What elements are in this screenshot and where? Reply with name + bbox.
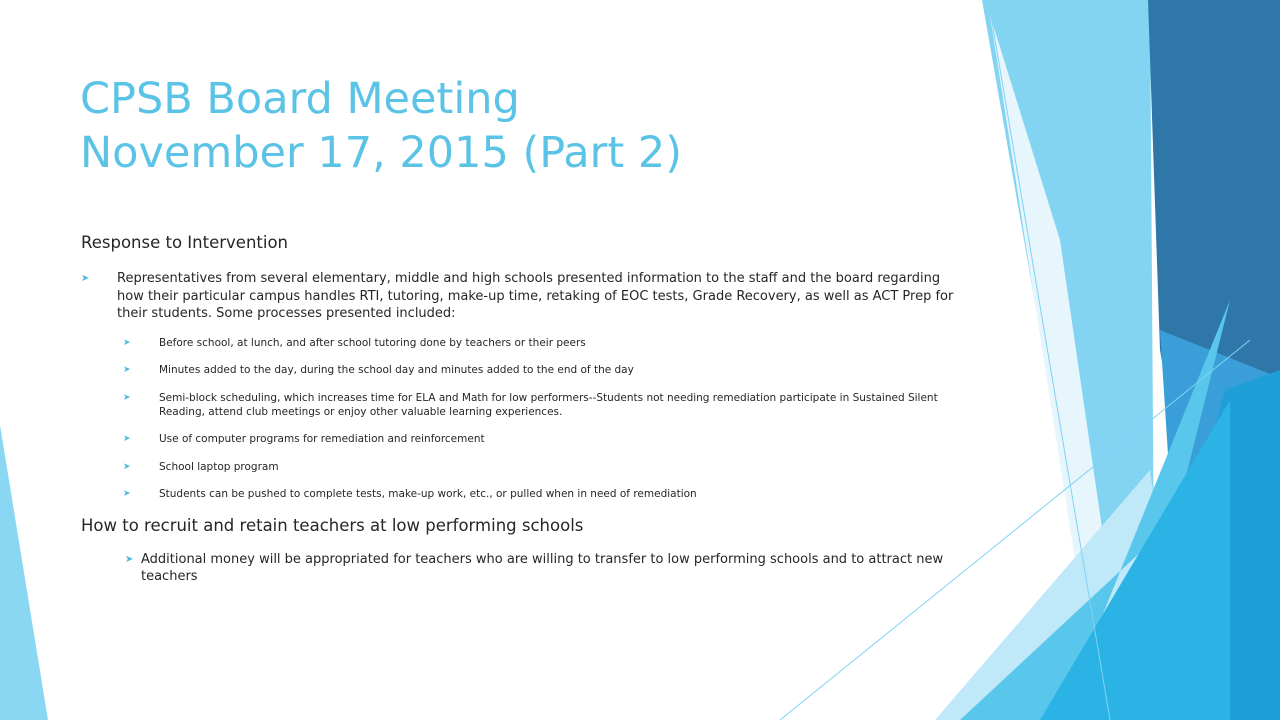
rti-intro-text: Representatives from several elementary, middle and high schools presented information to the staff and the board regarding how their particular campus handles RTI, tutoring, make-up time, retaking of EOC tests, Grade Recovery, as well as ACT Prep for their students. Some processes presented included: [117, 271, 954, 321]
list-item [123, 363, 971, 377]
section-heading-rti: Response to Intervention [81, 233, 289, 252]
process-item-text: Use of computer programs for remediation and reinforcement [159, 433, 485, 445]
list-item [123, 460, 971, 474]
process-item-text: Minutes added to the day, during the school day and minutes added to the end of the day [159, 364, 634, 376]
process-item-text: Students can be pushed to complete tests, make-up work, etc., or pulled when in need of remediation [159, 488, 697, 500]
slide-body [81, 232, 971, 586]
list-item [123, 487, 971, 501]
process-item-text: School laptop program [159, 460, 279, 473]
arrowhead-bullet-icon: ➤ [123, 392, 131, 403]
list-item [81, 270, 971, 323]
arrowhead-bullet-icon: ➤ [81, 273, 90, 284]
rti-process-list [123, 336, 971, 502]
rti-list [81, 270, 971, 323]
slide-title [80, 72, 840, 180]
recruit-item-text: Additional money will be appropriated for teachers who are willing to transfer to low performing schools and to attract new teachers [141, 551, 944, 584]
list-item [123, 336, 971, 350]
arrowhead-bullet-icon: ➤ [125, 553, 134, 565]
arrowhead-bullet-icon: ➤ [123, 489, 131, 499]
arrowhead-bullet-icon: ➤ [123, 365, 131, 375]
title-line-2: November 17, 2015 (Part 2) [80, 128, 682, 178]
list-item [123, 391, 971, 419]
recruit-list [125, 551, 971, 586]
arrowhead-bullet-icon: ➤ [123, 461, 131, 472]
list-item [125, 551, 971, 586]
left-accent-shape [0, 425, 48, 720]
process-item-text: Before school, at lunch, and after school tutoring done by teachers or their peers [159, 336, 586, 349]
arrowhead-bullet-icon: ➤ [123, 337, 131, 348]
section-heading-recruit: How to recruit and retain teachers at low performing schools [81, 515, 584, 535]
title-line-1: CPSB Board Meeting [80, 74, 520, 124]
process-item-text: Semi-block scheduling, which increases time for ELA and Math for low performers--Students not needing remediation participate in Sustained Silent Reading, attend club meetings or enjoy other valuable learning experiences. [159, 391, 938, 418]
arrowhead-bullet-icon: ➤ [123, 434, 131, 444]
list-item [123, 432, 971, 446]
